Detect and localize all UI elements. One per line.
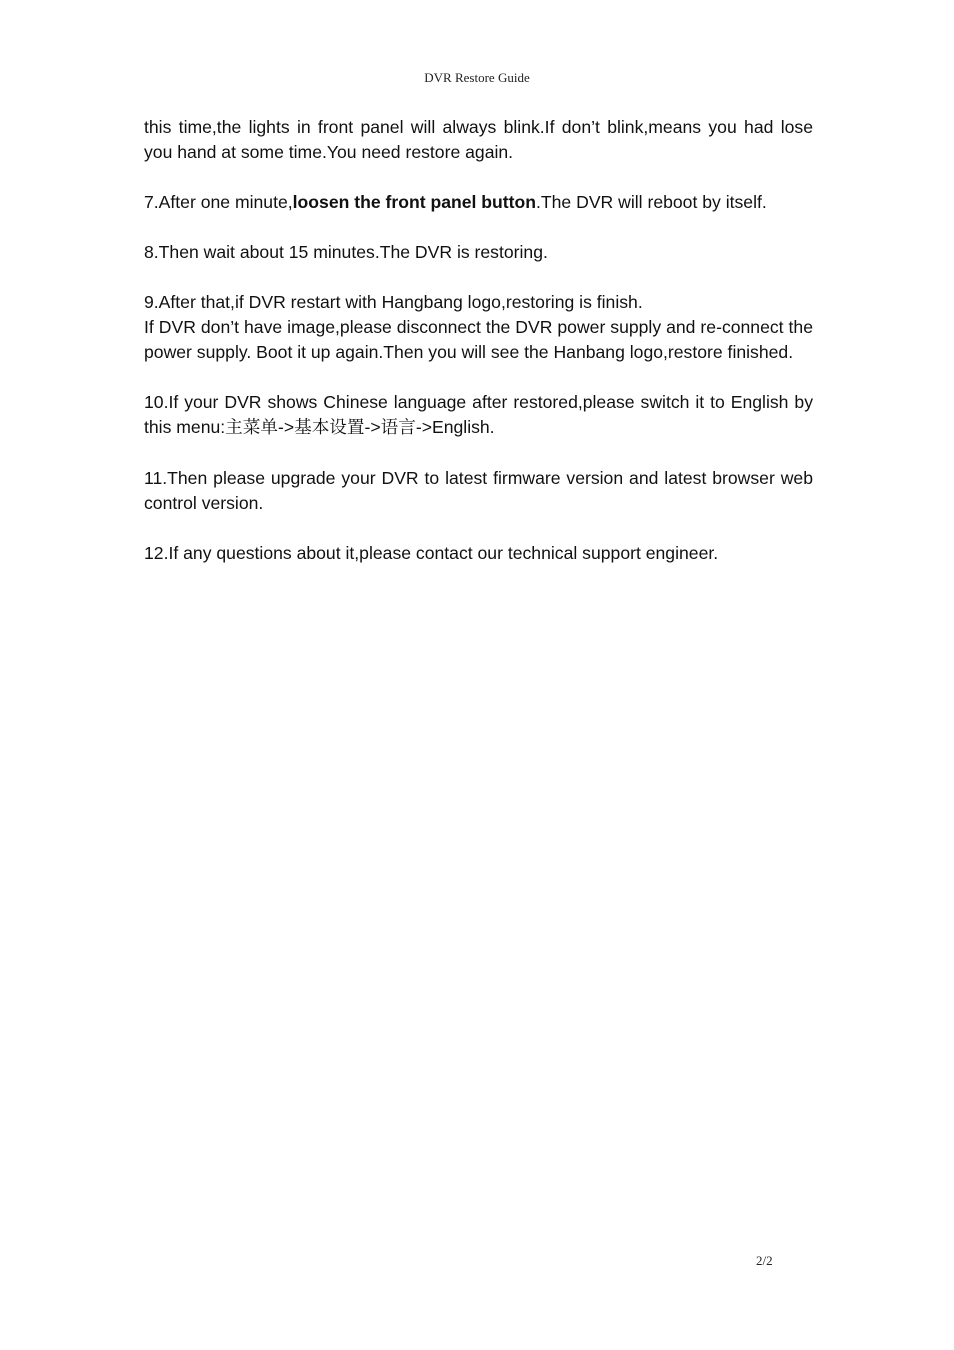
step-7-suffix: .The DVR will reboot by itself. [536, 192, 767, 212]
page-header [0, 69, 954, 87]
step-7-emphasis: loosen the front panel button [292, 192, 537, 212]
paragraph-step-8: 8.Then wait about 15 minutes.The DVR is restoring. [144, 242, 548, 262]
page-number: 2/2 [756, 1253, 773, 1268]
menu-arrow-2: -> [364, 417, 381, 437]
paragraph-step-9-detail: If DVR don’t have image,please disconnect the DVR power supply and re-connect the power supply. Boot it up again.Then you will see the Hanbang logo,restore finished. [144, 317, 813, 362]
menu-basic-settings: 基本设置 [294, 418, 365, 438]
menu-arrow-1: -> [277, 417, 295, 437]
paragraph-step-9: 9.After that,if DVR restart with Hangbang logo,restoring is finish. [144, 292, 643, 312]
document-body [144, 115, 813, 591]
step-10-suffix: ->English. [415, 417, 495, 437]
step-10-prefix: 10.If your DVR shows Chinese language after restored,please switch it to English by this menu: [144, 392, 813, 437]
header-title: DVR Restore Guide [424, 70, 530, 85]
paragraph-step-10 [144, 390, 813, 441]
page-footer [756, 1252, 773, 1270]
step-7-prefix: 7.After one minute, [144, 192, 293, 212]
menu-language: 语言 [380, 418, 416, 438]
menu-main: 主菜单 [225, 418, 278, 438]
paragraph-step-11: 11.Then please upgrade your DVR to latest firmware version and latest browser web control version. [144, 468, 813, 513]
paragraph-step-7 [144, 190, 813, 215]
paragraph-continuation: this time,the lights in front panel will always blink.If don’t blink,means you had lose you hand at some time.You need restore again. [144, 117, 813, 162]
paragraph-step-12: 12.If any questions about it,please contact our technical support engineer. [144, 543, 719, 563]
